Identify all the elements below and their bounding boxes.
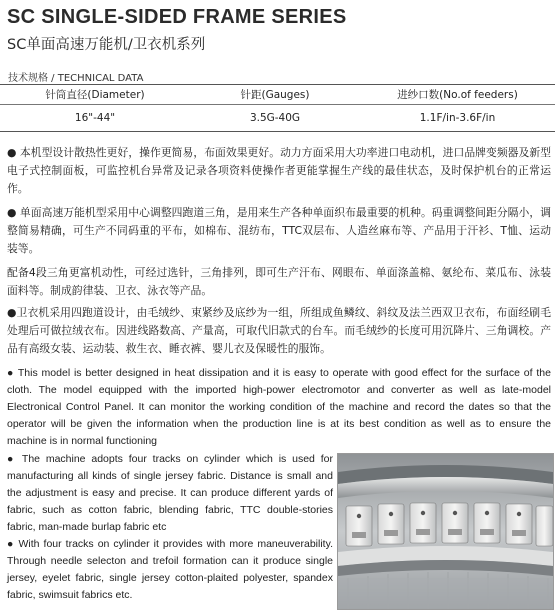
table-row (0, 105, 555, 132)
header-diameter: 针筒直径(Diameter) (0, 85, 190, 105)
title-chinese: SC单面高速万能机/卫衣机系列 (7, 37, 206, 53)
header-gauges: 针距(Gauges) (190, 85, 360, 105)
paragraph-cn-2: ● 单面高速万能机型采用中心调整四跑道三角，是用来生产各种单面织布最重要的机种。码重调整间距分隔小，调整简易精确，可生产不同码重的平布，如棉布、混纺布，TTC双层布、人造丝麻布等、产品用于汗衫、T恤、运动装等。 (7, 206, 551, 255)
paragraph-cn-3: 配备4段三角更富机动性，可经过选针，三角排列，即可生产汗布、网眼布、单面涤盖棉、氨纶布、菜瓜布、泳装面料等。制成韵律装、卫衣、泳衣等产品。 (7, 266, 551, 297)
paragraph-cn-1: ● 本机型设计散热性更好，操作更简易，布面效果更好。动力方面采用大功率进口电动机，进口品牌变频器及新型电子式控制面板，可监控机台异常及记录各项资料使操作者更能掌握生产线的最佳状态，及时保护机台的正常运作。 (7, 146, 551, 195)
paragraph-en-3: ● With four tracks on cylinder it provides with more maneuverability. Through needle selecton and trefoil formation can it produce single jersey, eyelet fabric, single jersey cotton-plaited polyester, spandex fabric, swimsuit fabrics etc. (7, 538, 333, 601)
cell-gauges: 3.5G-40G (190, 105, 360, 132)
knitting-cylinder-image (338, 454, 553, 609)
title-english: SC SINGLE-SIDED FRAME SERIES (7, 6, 347, 28)
table-header-row (0, 85, 555, 105)
header-feeders: 进纱口数(No.of feeders) (360, 85, 555, 105)
machine-photo (337, 453, 554, 610)
cell-diameter: 16"-44" (0, 105, 190, 132)
paragraph-en-2: ● The machine adopts four tracks on cylinder which is used for manufacturing all kinds of single jersey fabric. Distance is small and the adjustment is easy and precise. It can produce different yards of fabric, such as cotton fabric, blending fabric, TTC double-stories fabric, man-made burlap fabric etc (7, 453, 333, 533)
technical-data-heading: 技术规格 / TECHNICAL DATA (8, 73, 144, 84)
cell-feeders: 1.1F/in-3.6F/in (360, 105, 555, 132)
paragraph-en-1: ● This model is better designed in heat dissipation and it is easy to operate with good effect for the surface of the cloth. The model equipped with the imported high-power electromotor and converter as well as late-model Electronical Control Panel. It can monitor the working condition of the machine and record the dates so that the operator will be given the information when the production line is at its best condition as well as to ensure the machine is in normal functioning (7, 367, 551, 447)
paragraph-cn-4: ●卫衣机采用四跑道设计，由毛绒纱、束紧纱及底纱为一组，所组成鱼鳞纹、斜纹及法兰西双卫衣布，布面经刷毛处理后可做拉绒衣布。因进线路数高、产量高，可取代旧款式的台车。而毛绒纱的长度可用沉降片、三角调校。产品有高级女装、运动装、救生衣、睡衣裤、婴儿衣及保暖性的服饰。 (7, 306, 551, 355)
technical-data-table (0, 84, 555, 132)
